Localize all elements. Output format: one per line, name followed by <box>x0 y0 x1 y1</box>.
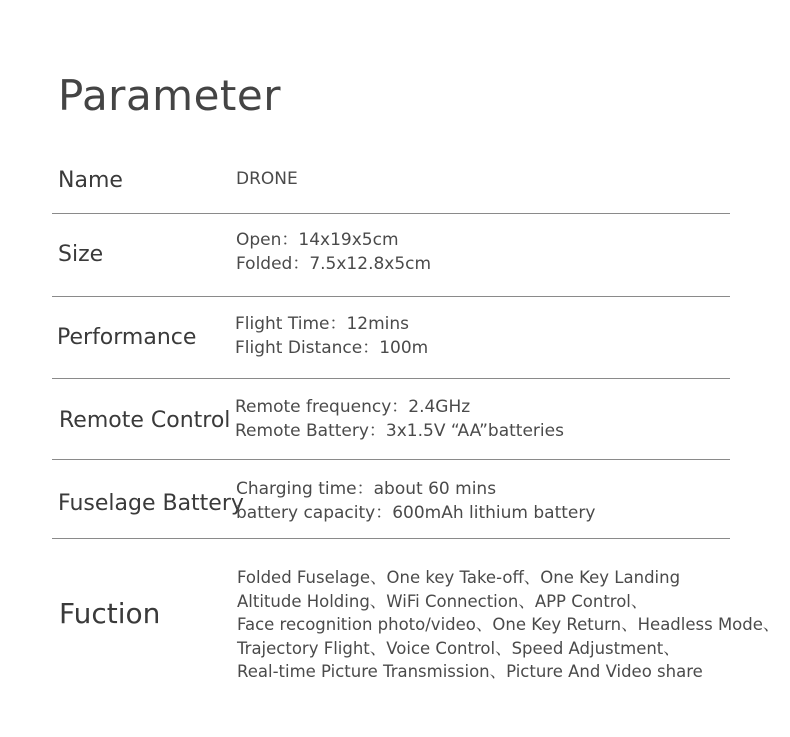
param-value-remote-control <box>235 396 564 443</box>
param-value-line: Folded Fuselage、One key Take-off、One Key Landing <box>237 568 681 587</box>
param-label-size: Size <box>58 242 104 267</box>
row-divider <box>52 459 730 460</box>
row-divider <box>52 213 730 214</box>
param-value-line: Remote frequency：2.4GHz <box>235 397 471 417</box>
param-value-performance <box>235 313 428 360</box>
page-title: Parameter <box>58 71 282 120</box>
param-label-name: Name <box>58 168 123 193</box>
param-label-remote-control: Remote Control <box>59 408 231 433</box>
row-divider <box>52 538 730 539</box>
row-divider <box>52 378 730 379</box>
param-value-line: Face recognition photo/video、One Key Return、Headless Mode、 <box>237 615 780 634</box>
param-label-performance: Performance <box>57 325 197 350</box>
param-value-size <box>236 229 431 276</box>
param-value-line: Flight Time：12mins <box>235 314 410 334</box>
param-value-line: Folded：7.5x12.8x5cm <box>236 253 432 274</box>
param-value-line: battery capacity：600mAh lithium battery <box>236 502 596 523</box>
param-value-line: Trajectory Flight、Voice Control、Speed Adjustment、 <box>237 638 680 658</box>
param-value-line: Open：14x19x5cm <box>236 230 399 250</box>
param-value-function <box>237 566 779 684</box>
param-value-fuselage-battery <box>236 478 595 525</box>
param-value-line: Altitude Holding、WiFi Connection、APP Control、 <box>237 591 648 611</box>
param-value-line: Charging time：about 60 mins <box>236 479 497 499</box>
param-value-line: Flight Distance：100m <box>235 337 429 358</box>
param-label-fuselage-battery: Fuselage Battery <box>58 491 244 516</box>
row-divider <box>52 296 730 297</box>
param-value-line: Remote Battery：3x1.5V “AA”batteries <box>235 420 564 441</box>
param-value-name <box>236 168 298 192</box>
param-label-function: Fuction <box>59 597 161 630</box>
param-value-line: Real-time Picture Transmission、Picture And Video share <box>237 662 703 681</box>
param-value-line: DRONE <box>236 169 298 189</box>
